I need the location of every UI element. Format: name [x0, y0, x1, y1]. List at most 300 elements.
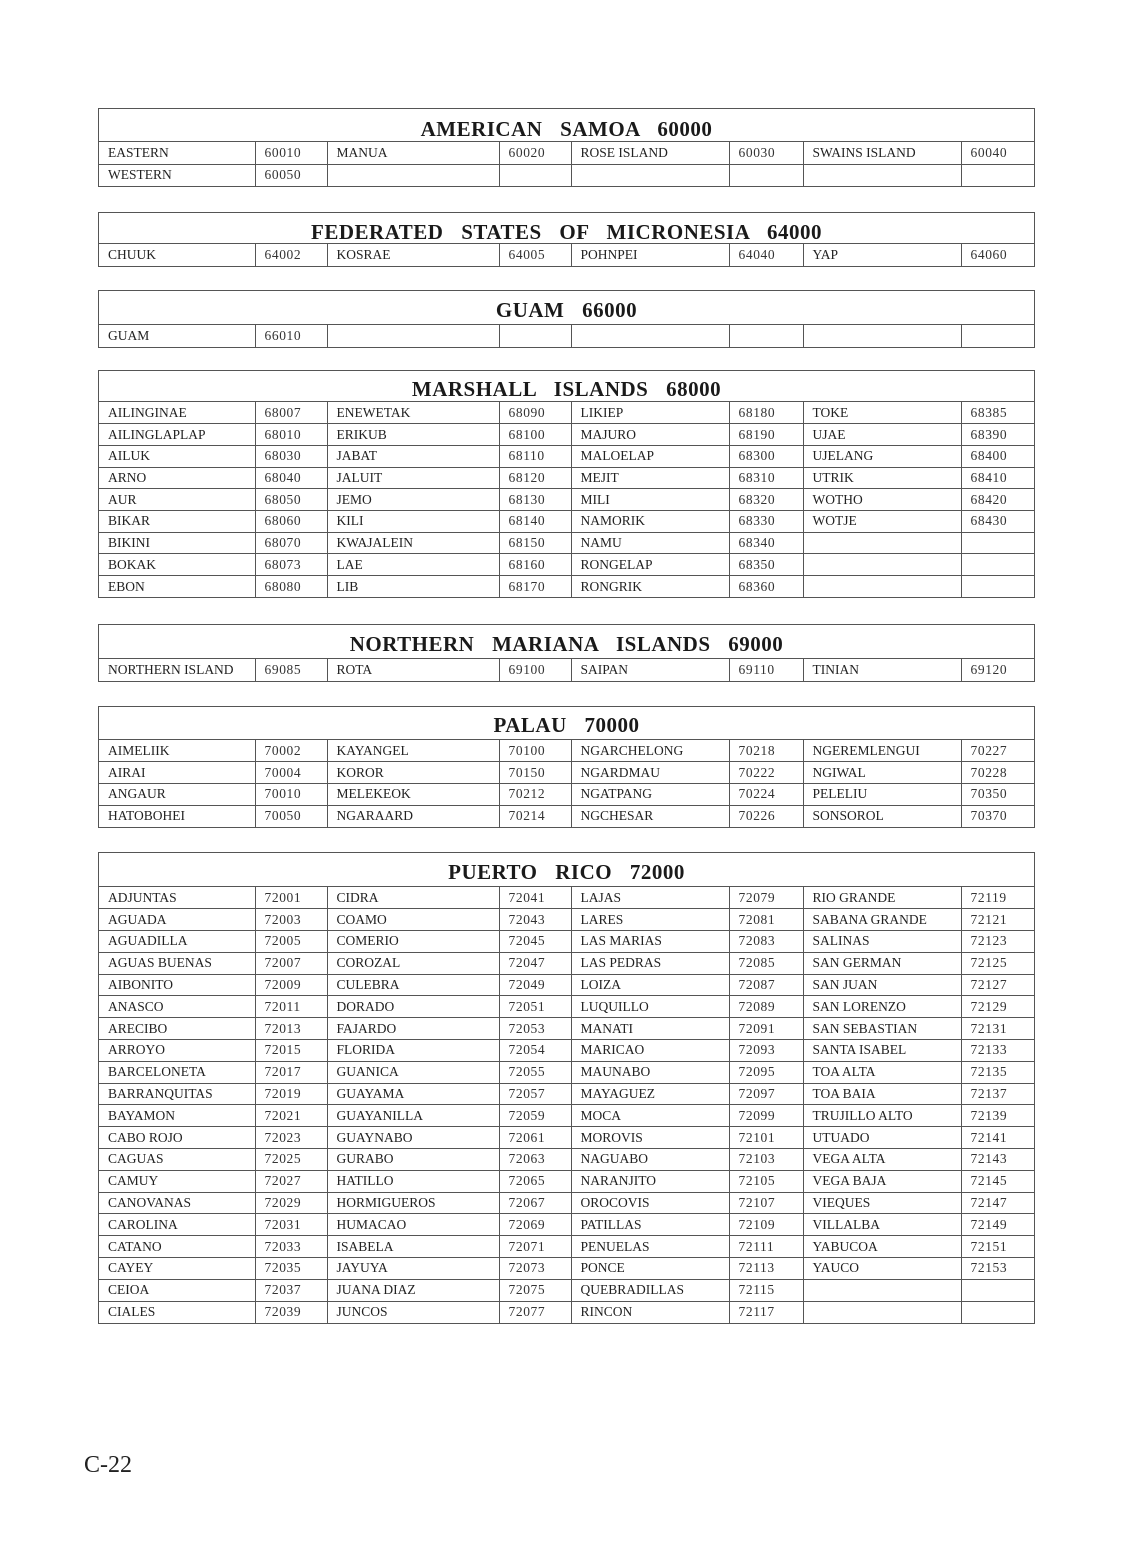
- place-name-cell: SANTA ISABEL: [803, 1040, 961, 1062]
- section-american-samoa: [98, 108, 1035, 187]
- place-code-cell: 72083: [729, 931, 803, 953]
- place-name-cell: KILI: [327, 510, 499, 532]
- place-code-cell: 68040: [255, 467, 327, 489]
- place-code-cell: 70002: [255, 740, 327, 762]
- section-title: FEDERATED STATES OF MICRONESIA 64000: [99, 213, 1034, 244]
- place-name-cell: HORMIGUEROS: [327, 1192, 499, 1214]
- place-code-cell: 72059: [499, 1105, 571, 1127]
- place-code-cell: 72045: [499, 931, 571, 953]
- place-name-cell: RIO GRANDE: [803, 887, 961, 909]
- place-code-cell: 72089: [729, 996, 803, 1018]
- place-code-cell: 72121: [961, 909, 1034, 931]
- place-code-cell: 60040: [961, 142, 1034, 164]
- place-name-cell: [327, 325, 499, 347]
- place-code-cell: 72103: [729, 1149, 803, 1171]
- place-name-cell: MARICAO: [571, 1040, 729, 1062]
- place-name-cell: SAIPAN: [571, 659, 729, 681]
- place-name-cell: RONGELAP: [571, 554, 729, 576]
- place-name-cell: ARNO: [99, 467, 255, 489]
- place-name-cell: SALINAS: [803, 931, 961, 953]
- place-name-cell: CIALES: [99, 1301, 255, 1323]
- place-code-cell: 70214: [499, 805, 571, 827]
- place-name-cell: JALUIT: [327, 467, 499, 489]
- place-name-cell: COROZAL: [327, 952, 499, 974]
- place-name-cell: TOKE: [803, 402, 961, 424]
- place-code-cell: 68360: [729, 576, 803, 598]
- place-name-cell: YABUCOA: [803, 1236, 961, 1258]
- place-code-cell: 72115: [729, 1279, 803, 1301]
- place-name-cell: WESTERN: [99, 164, 255, 186]
- place-code-cell: 72123: [961, 931, 1034, 953]
- place-name-cell: PONCE: [571, 1258, 729, 1280]
- place-code-cell: [961, 576, 1034, 598]
- place-code-cell: 64005: [499, 244, 571, 266]
- place-name-cell: [803, 325, 961, 347]
- place-code-cell: 72119: [961, 887, 1034, 909]
- place-name-cell: LAS PEDRAS: [571, 952, 729, 974]
- place-code-cell: 72125: [961, 952, 1034, 974]
- place-code-cell: [729, 325, 803, 347]
- place-code-cell: 68300: [729, 445, 803, 467]
- place-name-cell: RONGRIK: [571, 576, 729, 598]
- place-name-cell: SAN SEBASTIAN: [803, 1018, 961, 1040]
- place-code-cell: 72065: [499, 1170, 571, 1192]
- table-row: [99, 554, 1034, 576]
- place-name-cell: MAJURO: [571, 424, 729, 446]
- place-code-cell: 60010: [255, 142, 327, 164]
- place-code-cell: 72017: [255, 1061, 327, 1083]
- place-code-cell: 72077: [499, 1301, 571, 1323]
- place-code-cell: 72007: [255, 952, 327, 974]
- place-name-cell: LIKIEP: [571, 402, 729, 424]
- section-table: [99, 659, 1034, 681]
- place-code-cell: 72141: [961, 1127, 1034, 1149]
- place-name-cell: RINCON: [571, 1301, 729, 1323]
- table-row: [99, 996, 1034, 1018]
- table-row: [99, 1301, 1034, 1323]
- place-name-cell: HUMACAO: [327, 1214, 499, 1236]
- place-name-cell: VIEQUES: [803, 1192, 961, 1214]
- table-row: [99, 164, 1034, 186]
- table-row: [99, 805, 1034, 827]
- place-name-cell: NAGUABO: [571, 1149, 729, 1171]
- place-name-cell: [803, 554, 961, 576]
- place-code-cell: 68030: [255, 445, 327, 467]
- place-code-cell: 68170: [499, 576, 571, 598]
- place-code-cell: 68090: [499, 402, 571, 424]
- section-marshall-islands: [98, 370, 1035, 598]
- section-guam: [98, 290, 1035, 348]
- place-code-cell: 72097: [729, 1083, 803, 1105]
- place-code-cell: 72087: [729, 974, 803, 996]
- place-code-cell: 72033: [255, 1236, 327, 1258]
- place-code-cell: 68150: [499, 532, 571, 554]
- place-code-cell: 72009: [255, 974, 327, 996]
- place-code-cell: 68180: [729, 402, 803, 424]
- section-table: [99, 402, 1034, 597]
- place-code-cell: 70228: [961, 762, 1034, 784]
- place-code-cell: 68385: [961, 402, 1034, 424]
- place-code-cell: 72133: [961, 1040, 1034, 1062]
- table-row: [99, 1214, 1034, 1236]
- place-code-cell: 68070: [255, 532, 327, 554]
- place-name-cell: BIKINI: [99, 532, 255, 554]
- place-code-cell: 72043: [499, 909, 571, 931]
- place-code-cell: 72113: [729, 1258, 803, 1280]
- table-row: [99, 510, 1034, 532]
- place-code-cell: 72054: [499, 1040, 571, 1062]
- place-code-cell: 72067: [499, 1192, 571, 1214]
- place-code-cell: [961, 325, 1034, 347]
- section-title: PALAU 70000: [99, 707, 1034, 740]
- place-name-cell: COMERIO: [327, 931, 499, 953]
- place-code-cell: 70224: [729, 783, 803, 805]
- place-name-cell: WOTJE: [803, 510, 961, 532]
- place-name-cell: GURABO: [327, 1149, 499, 1171]
- place-name-cell: AGUADILLA: [99, 931, 255, 953]
- section-table: [99, 740, 1034, 827]
- place-code-cell: 72035: [255, 1258, 327, 1280]
- section-puerto-rico: [98, 852, 1035, 1324]
- place-code-cell: 72021: [255, 1105, 327, 1127]
- place-code-cell: 72081: [729, 909, 803, 931]
- place-code-cell: [961, 1301, 1034, 1323]
- place-name-cell: MOCA: [571, 1105, 729, 1127]
- place-name-cell: AIRAI: [99, 762, 255, 784]
- place-code-cell: 72147: [961, 1192, 1034, 1214]
- place-name-cell: UJAE: [803, 424, 961, 446]
- section-title: NORTHERN MARIANA ISLANDS 69000: [99, 625, 1034, 659]
- place-name-cell: EASTERN: [99, 142, 255, 164]
- section-table: [99, 142, 1034, 186]
- table-row: [99, 142, 1034, 164]
- section-title: PUERTO RICO 72000: [99, 853, 1034, 887]
- place-name-cell: SAN JUAN: [803, 974, 961, 996]
- place-code-cell: 72053: [499, 1018, 571, 1040]
- place-name-cell: MAYAGUEZ: [571, 1083, 729, 1105]
- place-name-cell: BIKAR: [99, 510, 255, 532]
- place-code-cell: 64040: [729, 244, 803, 266]
- section-table: [99, 325, 1034, 347]
- place-code-cell: 72063: [499, 1149, 571, 1171]
- place-code-cell: 72023: [255, 1127, 327, 1149]
- place-code-cell: 72031: [255, 1214, 327, 1236]
- place-name-cell: FAJARDO: [327, 1018, 499, 1040]
- table-row: [99, 532, 1034, 554]
- place-name-cell: MEJIT: [571, 467, 729, 489]
- table-row: [99, 931, 1034, 953]
- place-name-cell: PENUELAS: [571, 1236, 729, 1258]
- table-row: [99, 1258, 1034, 1280]
- place-code-cell: 68330: [729, 510, 803, 532]
- place-code-cell: 72145: [961, 1170, 1034, 1192]
- place-code-cell: [961, 532, 1034, 554]
- table-row: [99, 909, 1034, 931]
- place-code-cell: 72037: [255, 1279, 327, 1301]
- place-code-cell: 68140: [499, 510, 571, 532]
- table-row: [99, 659, 1034, 681]
- table-row: [99, 325, 1034, 347]
- place-name-cell: LARES: [571, 909, 729, 931]
- place-name-cell: KOSRAE: [327, 244, 499, 266]
- place-name-cell: YAUCO: [803, 1258, 961, 1280]
- place-name-cell: SAN GERMAN: [803, 952, 961, 974]
- place-name-cell: AILINGLAPLAP: [99, 424, 255, 446]
- place-code-cell: 68400: [961, 445, 1034, 467]
- place-code-cell: 72039: [255, 1301, 327, 1323]
- section-palau: [98, 706, 1035, 828]
- place-name-cell: CANOVANAS: [99, 1192, 255, 1214]
- place-name-cell: CULEBRA: [327, 974, 499, 996]
- table-row: [99, 783, 1034, 805]
- place-name-cell: NGEREMLENGUI: [803, 740, 961, 762]
- table-row: [99, 952, 1034, 974]
- place-name-cell: SAN LORENZO: [803, 996, 961, 1018]
- place-name-cell: GUAYNABO: [327, 1127, 499, 1149]
- place-code-cell: 68073: [255, 554, 327, 576]
- place-name-cell: DORADO: [327, 996, 499, 1018]
- place-name-cell: AIMELIIK: [99, 740, 255, 762]
- place-code-cell: 68320: [729, 489, 803, 511]
- place-name-cell: NGARDMAU: [571, 762, 729, 784]
- place-name-cell: [803, 1301, 961, 1323]
- place-code-cell: 72061: [499, 1127, 571, 1149]
- place-code-cell: 72117: [729, 1301, 803, 1323]
- place-name-cell: UTUADO: [803, 1127, 961, 1149]
- place-name-cell: UJELANG: [803, 445, 961, 467]
- place-name-cell: ARECIBO: [99, 1018, 255, 1040]
- place-code-cell: [961, 554, 1034, 576]
- place-name-cell: ERIKUB: [327, 424, 499, 446]
- place-name-cell: LUQUILLO: [571, 996, 729, 1018]
- place-code-cell: 69100: [499, 659, 571, 681]
- place-name-cell: CABO ROJO: [99, 1127, 255, 1149]
- place-name-cell: JAYUYA: [327, 1258, 499, 1280]
- place-code-cell: 68430: [961, 510, 1034, 532]
- place-code-cell: 60030: [729, 142, 803, 164]
- place-name-cell: HATILLO: [327, 1170, 499, 1192]
- place-name-cell: ARROYO: [99, 1040, 255, 1062]
- place-name-cell: VILLALBA: [803, 1214, 961, 1236]
- place-code-cell: 70227: [961, 740, 1034, 762]
- place-code-cell: 72129: [961, 996, 1034, 1018]
- place-name-cell: [327, 164, 499, 186]
- place-name-cell: TOA ALTA: [803, 1061, 961, 1083]
- place-name-cell: UTRIK: [803, 467, 961, 489]
- place-name-cell: GUAYANILLA: [327, 1105, 499, 1127]
- place-code-cell: 72049: [499, 974, 571, 996]
- place-name-cell: [803, 1279, 961, 1301]
- place-code-cell: 68007: [255, 402, 327, 424]
- place-name-cell: CAYEY: [99, 1258, 255, 1280]
- place-code-cell: 72095: [729, 1061, 803, 1083]
- place-code-cell: 64002: [255, 244, 327, 266]
- place-name-cell: CIDRA: [327, 887, 499, 909]
- place-name-cell: KOROR: [327, 762, 499, 784]
- place-name-cell: CAMUY: [99, 1170, 255, 1192]
- place-name-cell: TOA BAIA: [803, 1083, 961, 1105]
- place-name-cell: TRUJILLO ALTO: [803, 1105, 961, 1127]
- place-code-cell: 72015: [255, 1040, 327, 1062]
- place-code-cell: 72149: [961, 1214, 1034, 1236]
- place-name-cell: AILUK: [99, 445, 255, 467]
- place-code-cell: 72131: [961, 1018, 1034, 1040]
- place-code-cell: 72143: [961, 1149, 1034, 1171]
- table-row: [99, 244, 1034, 266]
- place-code-cell: 72107: [729, 1192, 803, 1214]
- place-name-cell: LAS MARIAS: [571, 931, 729, 953]
- place-code-cell: 68310: [729, 467, 803, 489]
- place-name-cell: HATOBOHEI: [99, 805, 255, 827]
- place-code-cell: 72091: [729, 1018, 803, 1040]
- place-code-cell: 60050: [255, 164, 327, 186]
- place-name-cell: MAUNABO: [571, 1061, 729, 1083]
- place-name-cell: BAYAMON: [99, 1105, 255, 1127]
- place-name-cell: VEGA BAJA: [803, 1170, 961, 1192]
- place-code-cell: 72001: [255, 887, 327, 909]
- place-code-cell: 70100: [499, 740, 571, 762]
- place-name-cell: GUAYAMA: [327, 1083, 499, 1105]
- table-row: [99, 467, 1034, 489]
- place-code-cell: 70222: [729, 762, 803, 784]
- place-name-cell: YAP: [803, 244, 961, 266]
- place-code-cell: 60020: [499, 142, 571, 164]
- place-name-cell: NARANJITO: [571, 1170, 729, 1192]
- place-code-cell: 72151: [961, 1236, 1034, 1258]
- place-name-cell: CATANO: [99, 1236, 255, 1258]
- place-code-cell: 70370: [970, 808, 1008, 824]
- place-name-cell: MILI: [571, 489, 729, 511]
- place-name-cell: TINIAN: [803, 659, 961, 681]
- section-table: [99, 887, 1034, 1323]
- place-code-cell: 68050: [255, 489, 327, 511]
- place-name-cell: PATILLAS: [571, 1214, 729, 1236]
- table-row: [99, 1018, 1034, 1040]
- place-code-cell: 72005: [255, 931, 327, 953]
- place-name-cell: JUNCOS: [327, 1301, 499, 1323]
- table-row: [99, 1279, 1034, 1301]
- place-code-cell: 72025: [255, 1149, 327, 1171]
- place-code-cell: 72027: [255, 1170, 327, 1192]
- place-name-cell: KAYANGEL: [327, 740, 499, 762]
- place-name-cell: NAMU: [571, 532, 729, 554]
- place-name-cell: ANGAUR: [99, 783, 255, 805]
- place-name-cell: VEGA ALTA: [803, 1149, 961, 1171]
- place-name-cell: [571, 325, 729, 347]
- page-number: C-22: [84, 1452, 132, 1478]
- place-name-cell: POHNPEI: [571, 244, 729, 266]
- place-code-cell: 69110: [729, 659, 803, 681]
- place-code-cell: 64060: [970, 247, 1008, 262]
- place-code-cell: 68350: [729, 554, 803, 576]
- place-name-cell: NGARCHELONG: [571, 740, 729, 762]
- place-code-cell: [499, 325, 571, 347]
- place-code-cell: 72051: [499, 996, 571, 1018]
- place-code-cell: 68010: [255, 424, 327, 446]
- place-name-cell: OROCOVIS: [571, 1192, 729, 1214]
- table-row: [99, 1170, 1034, 1192]
- place-name-cell: ROTA: [327, 659, 499, 681]
- place-name-cell: AILINGINAE: [99, 402, 255, 424]
- place-code-cell: 70150: [499, 762, 571, 784]
- place-code-cell: 72075: [499, 1279, 571, 1301]
- place-code-cell: [961, 1279, 1034, 1301]
- place-code-cell: 68080: [255, 576, 327, 598]
- place-name-cell: [803, 576, 961, 598]
- place-code-cell: 70010: [255, 783, 327, 805]
- place-code-cell: 72099: [729, 1105, 803, 1127]
- table-row: [99, 424, 1034, 446]
- place-name-cell: KWAJALEIN: [327, 532, 499, 554]
- table-row: [99, 1192, 1034, 1214]
- place-code-cell: 68410: [961, 467, 1034, 489]
- table-row: [99, 1236, 1034, 1258]
- table-row: [99, 489, 1034, 511]
- place-name-cell: MELEKEOK: [327, 783, 499, 805]
- place-code-cell: 68340: [729, 532, 803, 554]
- section-title: MARSHALL ISLANDS 68000: [99, 371, 1034, 402]
- place-code-cell: 72011: [255, 996, 327, 1018]
- section-micronesia: [98, 212, 1035, 267]
- place-code-cell: 72137: [961, 1083, 1034, 1105]
- place-code-cell: 69085: [255, 659, 327, 681]
- table-row: [99, 762, 1034, 784]
- place-name-cell: CEIOA: [99, 1279, 255, 1301]
- place-name-cell: JUANA DIAZ: [327, 1279, 499, 1301]
- table-row: [99, 887, 1034, 909]
- table-row: [99, 1061, 1034, 1083]
- place-name-cell: COAMO: [327, 909, 499, 931]
- place-code-cell: 72101: [729, 1127, 803, 1149]
- place-name-cell: [571, 164, 729, 186]
- place-name-cell: WOTHO: [803, 489, 961, 511]
- section-table: [99, 244, 1034, 266]
- place-name-cell: MALOELAP: [571, 445, 729, 467]
- place-code-cell: 72109: [729, 1214, 803, 1236]
- place-code-cell: 72069: [499, 1214, 571, 1236]
- table-row: [99, 1083, 1034, 1105]
- table-row: [99, 1149, 1034, 1171]
- table-row: [99, 402, 1034, 424]
- place-name-cell: BOKAK: [99, 554, 255, 576]
- place-name-cell: AUR: [99, 489, 255, 511]
- place-name-cell: FLORIDA: [327, 1040, 499, 1062]
- place-code-cell: 72079: [729, 887, 803, 909]
- place-name-cell: ENEWETAK: [327, 402, 499, 424]
- place-name-cell: JEMO: [327, 489, 499, 511]
- place-name-cell: GUANICA: [327, 1061, 499, 1083]
- place-code-cell: 72139: [961, 1105, 1034, 1127]
- place-code-cell: 66010: [255, 325, 327, 347]
- place-code-cell: 68110: [499, 445, 571, 467]
- place-name-cell: [803, 164, 961, 186]
- place-name-cell: [803, 532, 961, 554]
- table-row: [99, 974, 1034, 996]
- place-code-cell: 68130: [499, 489, 571, 511]
- place-code-cell: 70004: [255, 762, 327, 784]
- place-name-cell: CAGUAS: [99, 1149, 255, 1171]
- place-code-cell: 68190: [729, 424, 803, 446]
- place-code-cell: 72013: [255, 1018, 327, 1040]
- place-code-cell: 68060: [255, 510, 327, 532]
- place-name-cell: CAROLINA: [99, 1214, 255, 1236]
- place-name-cell: NAMORIK: [571, 510, 729, 532]
- place-code-cell: 68160: [499, 554, 571, 576]
- place-code-cell: [499, 164, 571, 186]
- place-code-cell: [961, 164, 1034, 186]
- place-code-cell: [729, 164, 803, 186]
- place-name-cell: NGIWAL: [803, 762, 961, 784]
